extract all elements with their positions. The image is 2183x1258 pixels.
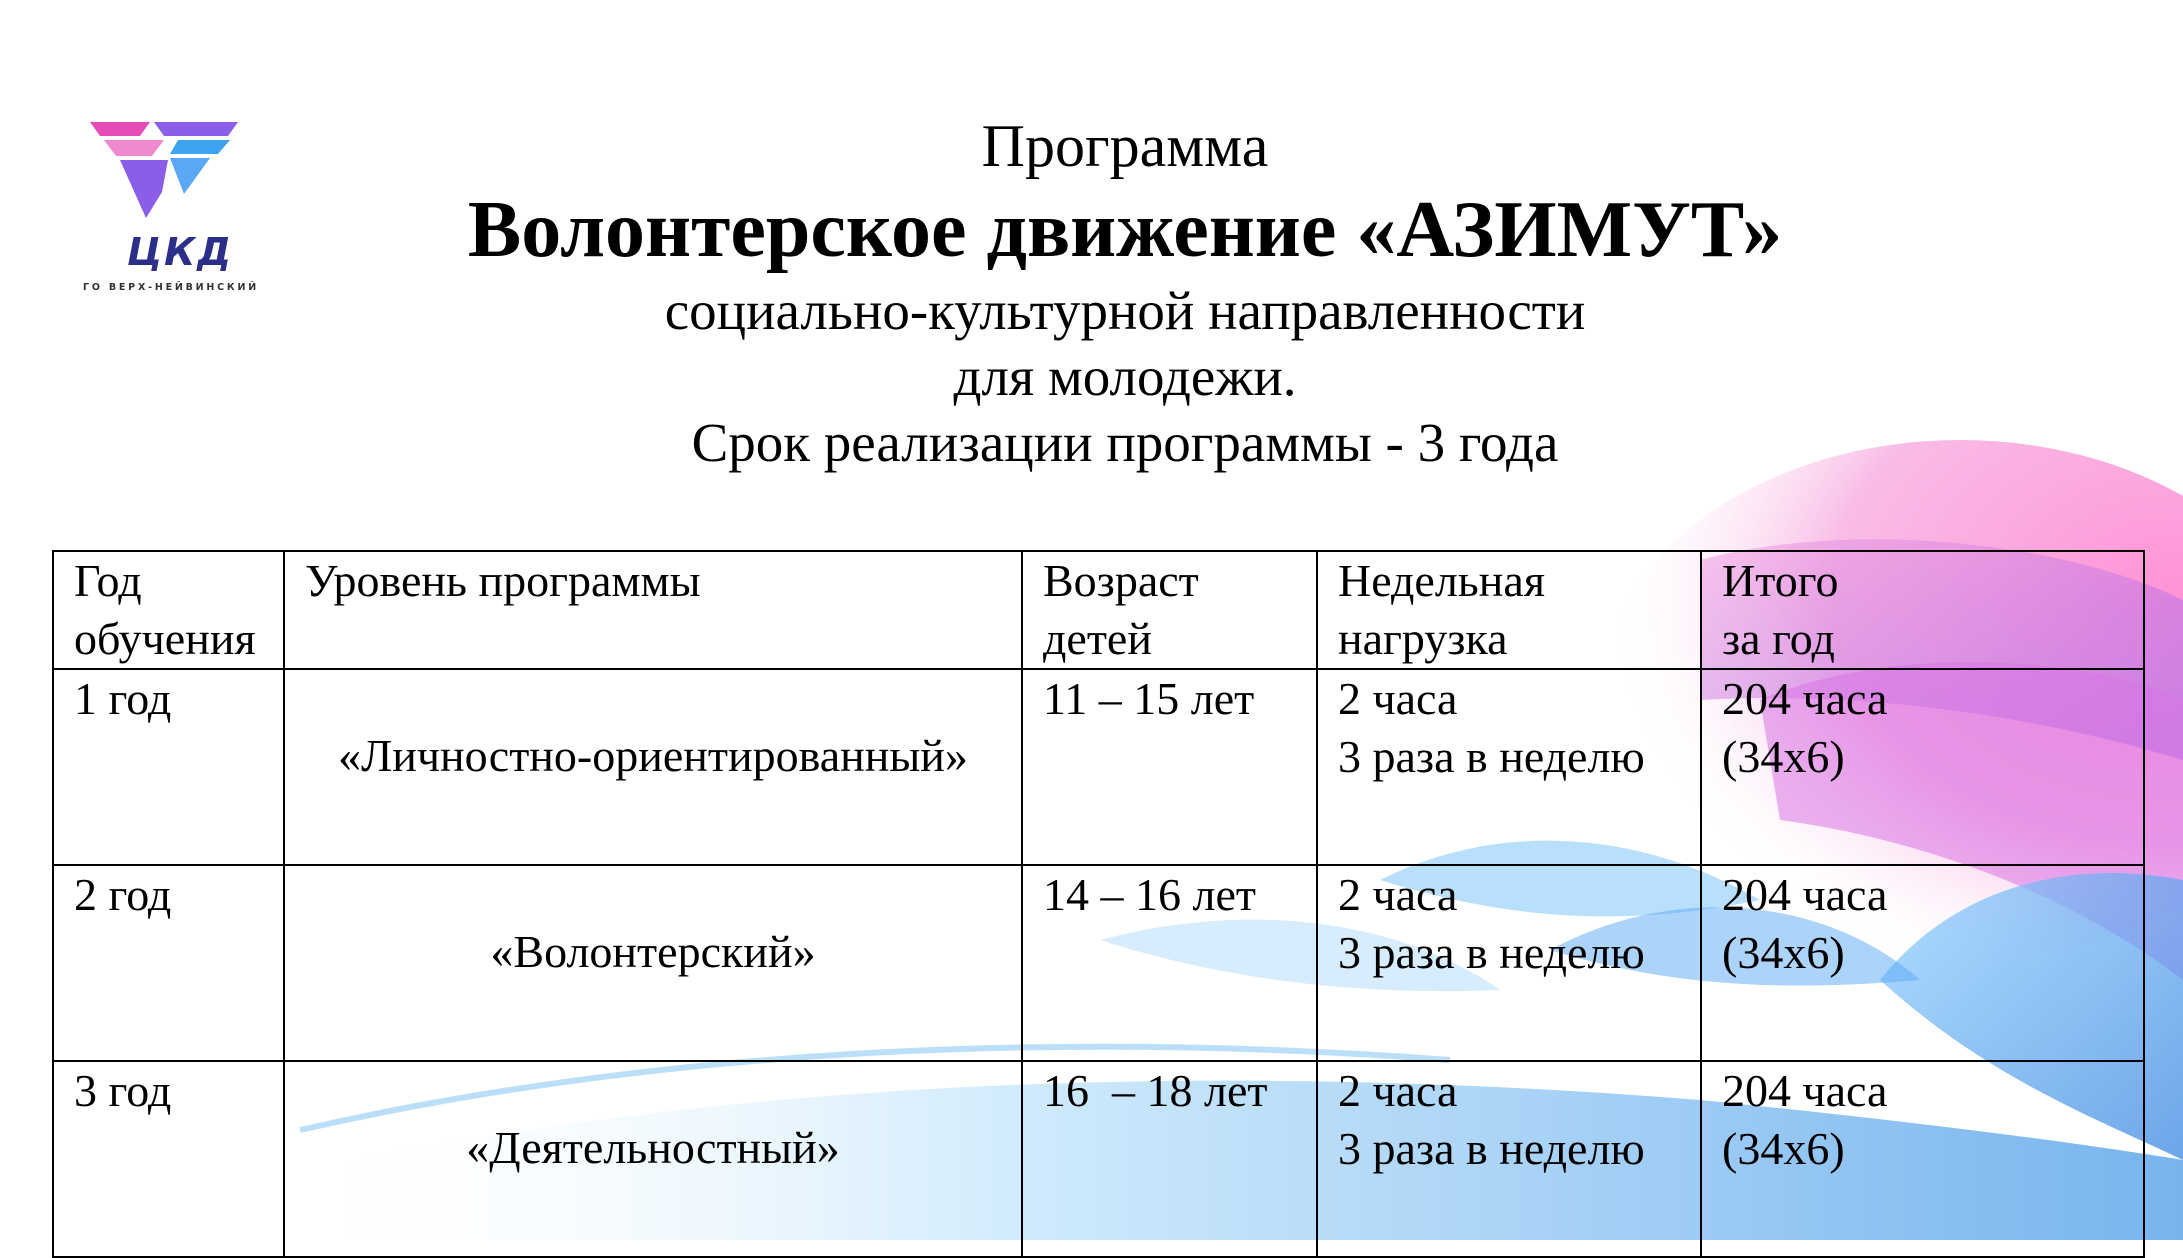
- subtitle-line-2: для молодежи.: [953, 346, 1297, 407]
- program-title: Волонтерское движение «АЗИМУТ»: [467, 186, 1783, 274]
- table-row: [53, 1061, 2144, 1257]
- header-level: [284, 551, 1022, 669]
- load-hours: 2 часа: [1338, 1065, 1458, 1116]
- load-frequency: 3 раза в неделю: [1338, 1123, 1645, 1174]
- cell-level: «Деятельностный»: [284, 1061, 1022, 1257]
- cell-weekly-load: [1317, 669, 1701, 865]
- cell-total: [1701, 669, 2144, 865]
- header-age: [1022, 551, 1317, 669]
- table-header-row: [53, 551, 2144, 669]
- total-hours: 204 часа: [1722, 1065, 1888, 1116]
- cell-year: 1 год: [53, 669, 284, 865]
- total-formula: (34х6): [1722, 927, 1845, 978]
- header-level-line-1: Уровень программы: [305, 555, 701, 606]
- load-hours: 2 часа: [1338, 673, 1458, 724]
- organization-logo: [62, 122, 282, 302]
- logo-subtitle: ГО ВЕРХ-НЕЙВИНСКИЙ: [83, 282, 259, 293]
- header-year-line-2: обучения: [74, 613, 256, 664]
- header-total-line-2: за год: [1722, 613, 1835, 664]
- total-formula: (34х6): [1722, 1123, 1845, 1174]
- cell-level: «Волонтерский»: [284, 865, 1022, 1061]
- program-duration: Срок реализации программы - 3 года: [691, 412, 1559, 473]
- cell-age: 16 – 18 лет: [1022, 1061, 1317, 1257]
- header-year: [53, 551, 284, 669]
- total-formula: (34х6): [1722, 731, 1845, 782]
- cell-level: «Личностно-ориентированный»: [284, 669, 1022, 865]
- cell-year: 2 год: [53, 865, 284, 1061]
- header-load-line-1: Недельная: [1338, 555, 1545, 606]
- table-row: [53, 865, 2144, 1061]
- total-hours: 204 часа: [1722, 673, 1888, 724]
- cell-age: 11 – 15 лет: [1022, 669, 1317, 865]
- logo-name: ЦКД: [126, 230, 234, 274]
- header-load-line-2: нагрузка: [1338, 613, 1508, 664]
- load-hours: 2 часа: [1338, 869, 1458, 920]
- load-frequency: 3 раза в неделю: [1338, 731, 1645, 782]
- cell-year: 3 год: [53, 1061, 284, 1257]
- program-heading: [400, 110, 1850, 476]
- cell-age: 14 – 16 лет: [1022, 865, 1317, 1061]
- load-frequency: 3 раза в неделю: [1338, 927, 1645, 978]
- program-table: [52, 550, 2145, 1258]
- pre-title: Программа: [981, 113, 1269, 179]
- subtitle-line-1: социально-культурной направленности: [664, 280, 1586, 341]
- header-weekly-load: [1317, 551, 1701, 669]
- header-total: [1701, 551, 2144, 669]
- table-row: [53, 669, 2144, 865]
- cell-weekly-load: [1317, 865, 1701, 1061]
- header-year-line-1: Год: [74, 555, 142, 606]
- header-total-line-1: Итого: [1722, 555, 1839, 606]
- cell-total: [1701, 865, 2144, 1061]
- cell-weekly-load: [1317, 1061, 1701, 1257]
- header-age-line-1: Возраст: [1043, 555, 1199, 606]
- cell-total: [1701, 1061, 2144, 1257]
- total-hours: 204 часа: [1722, 869, 1888, 920]
- logo-icon: [90, 122, 240, 232]
- header-age-line-2: детей: [1043, 613, 1152, 664]
